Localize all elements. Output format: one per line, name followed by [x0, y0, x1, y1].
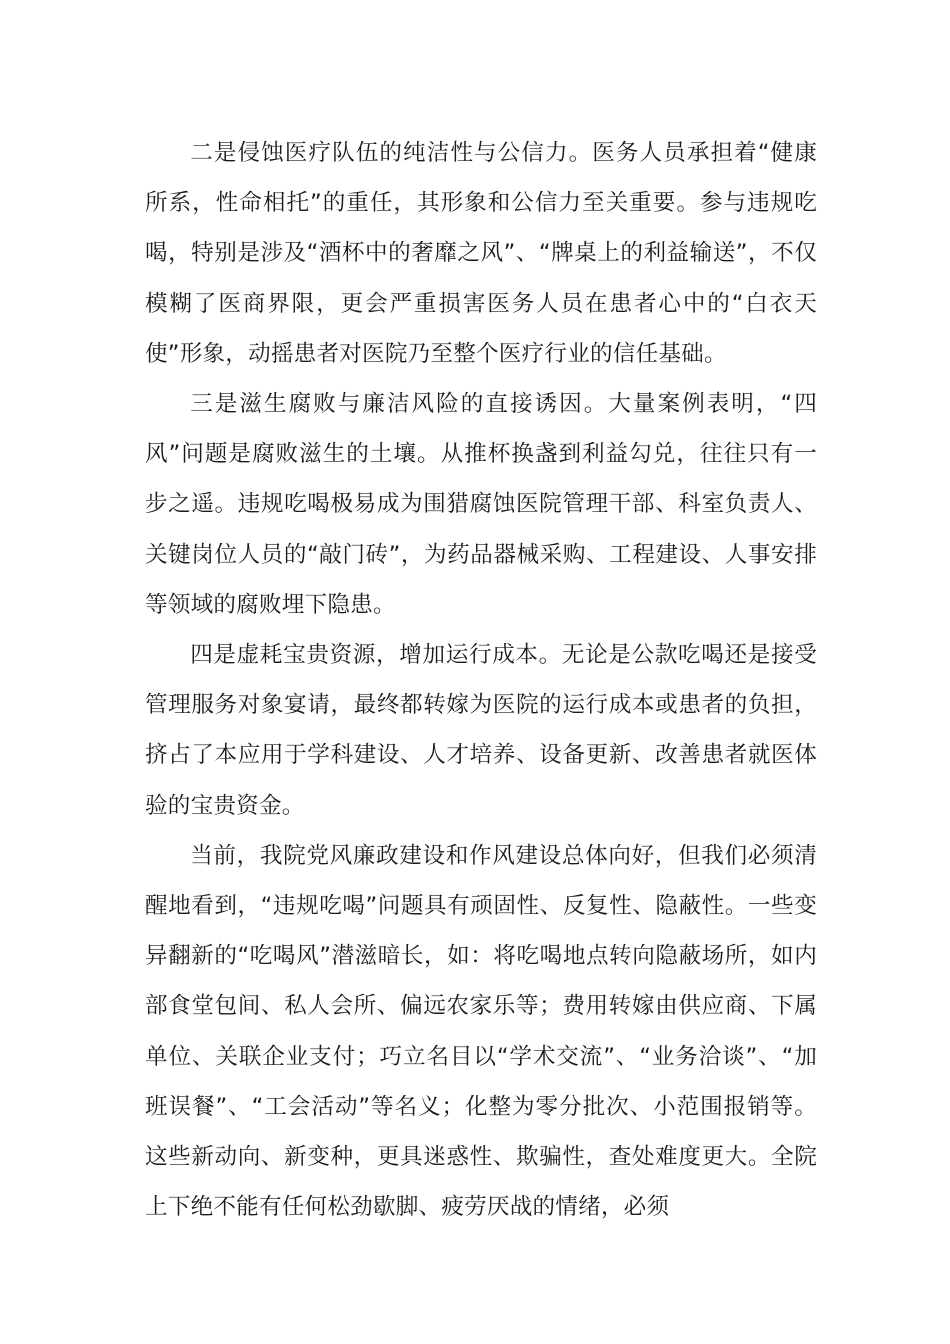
document-body	[145, 128, 817, 1232]
paragraph-erosion-of-integrity: 二是侵蚀医疗队伍的纯洁性与公信力。医务人员承担着“健康所系，性命相托”的重任，其形象和公信力至关重要。参与违规吃喝，特别是涉及“酒杯中的奢靡之风”、“牌桌上的利益输送”，不仅模糊了医商界限，更会严重损害医务人员在患者心中的“白衣天使”形象，动摇患者对医院乃至整个医疗行业的信任基础。	[145, 140, 817, 367]
paragraph-resource-waste: 四是虚耗宝贵资源，增加运行成本。无论是公款吃喝还是接受管理服务对象宴请，最终都转嫁为医院的运行成本或患者的负担，挤占了本应用于学科建设、人才培养、设备更新、改善患者就医体验的宝贵资金。	[145, 642, 817, 819]
paragraph-current-situation: 当前，我院党风廉政建设和作风建设总体向好，但我们必须清醒地看到，“违规吃喝”问题具有顽固性、反复性、隐蔽性。一些变异翻新的“吃喝风”潜滋暗长，如：将吃喝地点转向隐蔽场所，如内部食堂包间、私人会所、偏远农家乐等；费用转嫁由供应商、下属单位、关联企业支付；巧立名目以“学术交流”、“业务洽谈”、“加班误餐”、“工会活动”等名义；化整为零分批次、小范围报销等。这些新动向、新变种，更具迷惑性、欺骗性，查处难度更大。全院上下绝不能有任何松劲歇脚、疲劳厌战的情绪，必须	[145, 842, 817, 1221]
paragraph-corruption-risk: 三是滋生腐败与廉洁风险的直接诱因。大量案例表明，“四风”问题是腐败滋生的土壤。从推杯换盏到利益勾兑，往往只有一步之遥。违规吃喝极易成为围猎腐蚀医院管理干部、科室负责人、关键岗位人员的“敲门砖”，为药品器械采购、工程建设、人事安排等领域的腐败埋下隐患。	[145, 391, 817, 618]
